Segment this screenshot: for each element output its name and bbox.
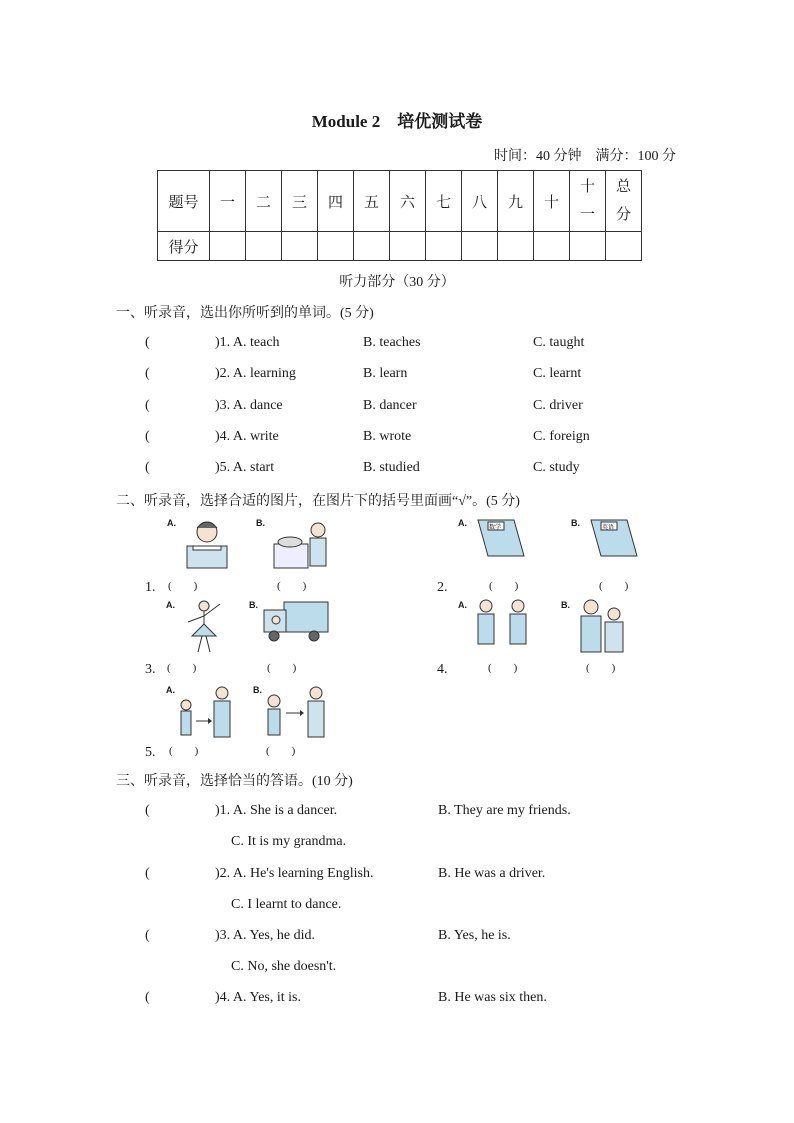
option-label: B.: [256, 518, 265, 528]
option-a: )2. A. learning: [215, 366, 296, 381]
person-cooking-picture: [272, 516, 330, 572]
option-a: )4. A. write: [215, 429, 279, 444]
option-a: )1. A. teach: [215, 335, 280, 350]
option-c: C. study: [533, 460, 580, 475]
option-b: B. teaches: [363, 335, 421, 350]
question-number: 4.: [437, 662, 448, 677]
table-cell: 十: [534, 171, 570, 232]
answer-blank[interactable]: ( ): [586, 662, 616, 674]
option-a: )2. A. He's learning English.: [215, 866, 374, 881]
option-c: C. learnt: [533, 366, 582, 381]
option-c: C. It is my grandma.: [231, 834, 347, 849]
table-cell: 九: [498, 171, 534, 232]
boy-to-policeman-picture: [176, 683, 236, 741]
truck-driver-picture: [262, 598, 332, 644]
paren-open: (: [145, 460, 150, 475]
option-a: )1. A. She is a dancer.: [215, 803, 338, 818]
table-cell: 四: [318, 171, 354, 232]
answer-blank[interactable]: ( ): [167, 662, 197, 674]
question-number: 3.: [145, 662, 156, 677]
option-a: )3. A. Yes, he did.: [215, 928, 315, 943]
paren-open: (: [145, 429, 150, 444]
girl-studying-picture: [185, 516, 231, 572]
math-book-picture: [474, 516, 526, 562]
two-people-talking-picture: [472, 598, 534, 648]
option-c: C. taught: [533, 335, 585, 350]
table-cell: 一: [210, 171, 246, 232]
answer-blank[interactable]: ( ): [266, 745, 296, 757]
score-cell[interactable]: [282, 232, 318, 261]
score-cell[interactable]: [210, 232, 246, 261]
table-cell: 二: [246, 171, 282, 232]
section2-heading: 二、听录音，选择合适的图片，在图片下的括号里面画“√”。(5 分): [116, 494, 520, 509]
question-number: 1.: [145, 580, 156, 595]
paren-open: (: [145, 990, 150, 1005]
table-cell: 题号: [158, 171, 210, 232]
option-label: B.: [253, 685, 262, 695]
ballet-dancer-picture: [180, 598, 226, 656]
score-cell[interactable]: [498, 232, 534, 261]
question-number: 2.: [437, 580, 448, 595]
paren-open: (: [145, 398, 150, 413]
answer-blank[interactable]: ( ): [168, 580, 198, 592]
table-cell: 七: [426, 171, 462, 232]
table-cell: 五: [354, 171, 390, 232]
grandparents-picture: [576, 598, 626, 656]
question-number: 5.: [145, 745, 156, 760]
option-b: B. Yes, he is.: [438, 928, 511, 943]
option-label: A.: [458, 518, 467, 528]
score-cell[interactable]: [318, 232, 354, 261]
table-cell: 总分: [606, 171, 642, 232]
answer-blank[interactable]: ( ): [489, 580, 519, 592]
option-b: B. learn: [363, 366, 408, 381]
option-b: B. studied: [363, 460, 420, 475]
exam-meta: 时间：40 分钟 满分：100 分: [494, 149, 676, 164]
score-cell[interactable]: [354, 232, 390, 261]
score-cell[interactable]: [426, 232, 462, 261]
paren-open: (: [145, 366, 150, 381]
boy-to-teacher-picture: [264, 683, 332, 741]
listening-part-title: 听力部分（30 分）: [339, 275, 455, 290]
answer-blank[interactable]: ( ): [169, 745, 199, 757]
option-b: B. dancer: [363, 398, 417, 413]
score-table: [157, 170, 642, 261]
score-table-score-row: [158, 232, 642, 261]
option-label: A.: [166, 685, 175, 695]
option-c: C. No, she doesn't.: [231, 959, 337, 974]
table-cell: 八: [462, 171, 498, 232]
option-a: )3. A. dance: [215, 398, 283, 413]
english-book-picture: [587, 516, 639, 562]
score-cell[interactable]: [462, 232, 498, 261]
section1-heading: 一、听录音，选出你所听到的单词。(5 分): [116, 306, 374, 321]
paren-open: (: [145, 803, 150, 818]
table-cell: 十一: [570, 171, 606, 232]
score-cell[interactable]: [246, 232, 282, 261]
section3-heading: 三、听录音，选择恰当的答语。(10 分): [116, 774, 353, 789]
option-c: C. foreign: [533, 429, 590, 444]
option-c: C. I learnt to dance.: [231, 897, 342, 912]
option-label: A.: [458, 600, 467, 610]
option-label: A.: [166, 600, 175, 610]
table-cell: 得分: [158, 232, 210, 261]
table-cell: 六: [390, 171, 426, 232]
answer-blank[interactable]: ( ): [488, 662, 518, 674]
option-label: B.: [561, 600, 570, 610]
table-cell: 三: [282, 171, 318, 232]
option-label: A.: [167, 518, 176, 528]
paren-open: (: [145, 928, 150, 943]
score-table-header-row: [158, 171, 642, 232]
score-cell[interactable]: [534, 232, 570, 261]
page-title: Module 2 培优测试卷: [311, 112, 483, 131]
score-cell[interactable]: [570, 232, 606, 261]
option-label: B.: [249, 600, 258, 610]
answer-blank[interactable]: ( ): [599, 580, 629, 592]
option-c: C. driver: [533, 398, 583, 413]
option-b: B. He was six then.: [438, 990, 547, 1005]
option-b: B. They are my friends.: [438, 803, 571, 818]
answer-blank[interactable]: ( ): [277, 580, 307, 592]
option-b: B. wrote: [363, 429, 412, 444]
option-a: )4. A. Yes, it is.: [215, 990, 301, 1005]
option-label: B.: [571, 518, 580, 528]
paren-open: (: [145, 866, 150, 881]
paren-open: (: [145, 335, 150, 350]
option-a: )5. A. start: [215, 460, 275, 475]
score-cell[interactable]: [606, 232, 642, 261]
book-title: 英语: [602, 524, 615, 531]
answer-blank[interactable]: ( ): [267, 662, 297, 674]
score-cell[interactable]: [390, 232, 426, 261]
option-b: B. He was a driver.: [438, 866, 546, 881]
book-title: 数学: [489, 524, 502, 531]
